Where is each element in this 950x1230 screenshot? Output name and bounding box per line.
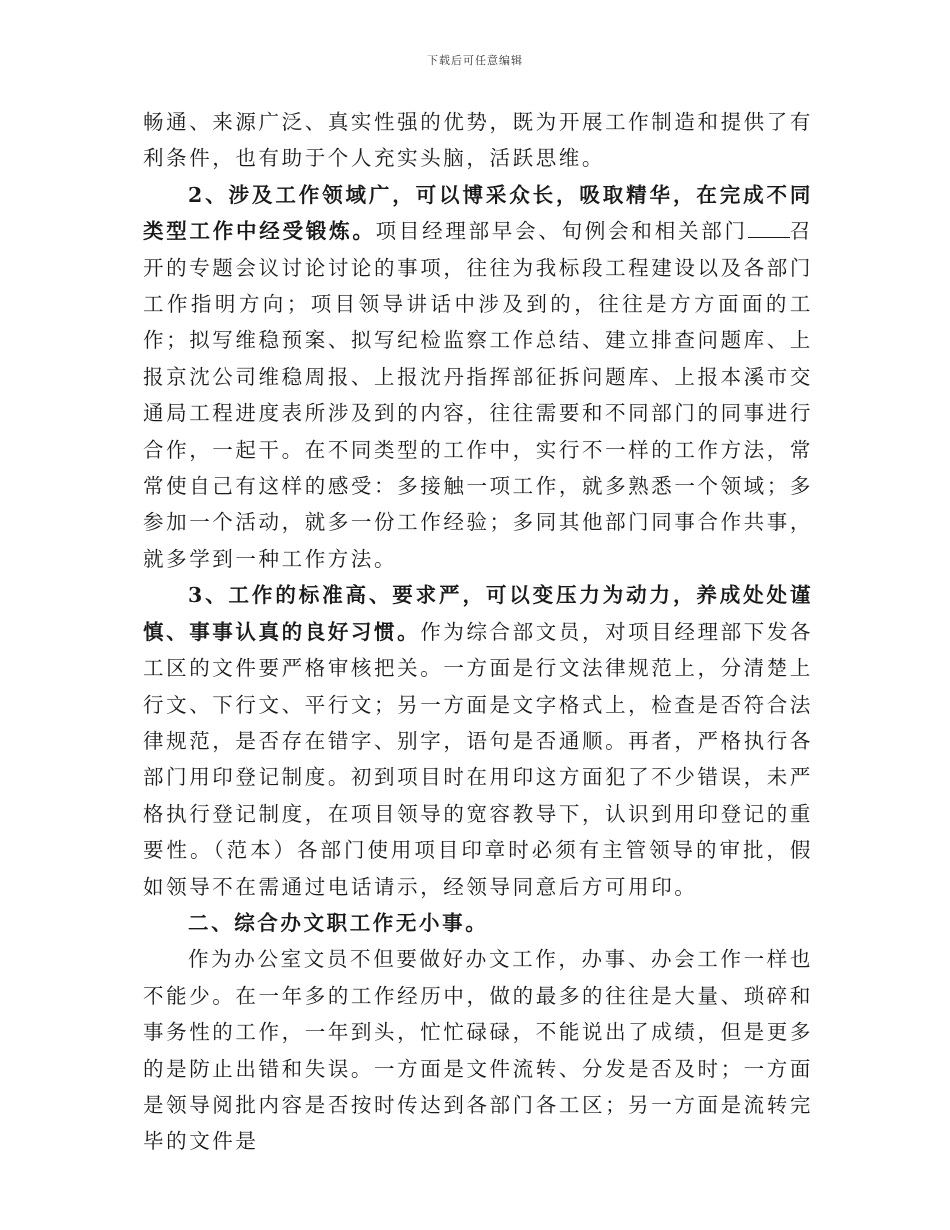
paragraph-2-text-a: 项目经理部早会、旬例会和相关部门 [375, 219, 748, 244]
paragraph-3-text: 作为综合部文员，对项目经理部下发各工区的文件要严格审核把关。一方面是行文法律规范上，分清楚上行文、下行文、平行文；另一方面是文字格式上，检查是否符合法律规范，是否存在错字、别字，语句是否通顺。再者，严格执行各部门用印登记制度。初到项目时在用印这方面犯了不少错误，未严格执行登记制度，在项目领导的宽容教导下，认识到用印登记的重要性。（范本）各部门使用项目印章时必须有主管领导的审批，假如领导不在需通过电话请示，经领导同意后方可用印。 [143, 619, 814, 899]
section-2-heading: 二、综合办文职工作无小事。 [188, 910, 489, 935]
paragraph-2-heading: 2、涉及工作领域广，可以博采众长，吸取精华，在完成不同类型工作中经受锻炼。 [143, 182, 813, 244]
fill-in-blank [748, 217, 790, 238]
paragraph-3-heading: 3、工作的标准高、要求严，可以变压力为动力，养成处处谨慎、事事认真的良好习惯。 [143, 583, 813, 644]
paragraph-3 [143, 577, 813, 905]
paragraph-2-text-b: 召开的专题会议讨论讨论的事项，往往为我标段工程建设以及各部门工作指明方向；项目领导讲话中涉及到的，往往是方方面面的工作；拟写维稳预案、拟写纪检监察工作总结、建立排查问题库、上报京沈公司维稳周报、上报沈丹指挥部征拆问题库、上报本溪市交通局工程进度表所涉及到的内容，往往需要和不同部门的同事进行合作，一起干。在不同类型的工作中，实行不一样的工作方法，常常使自己有这样的感受：多接触一项工作，就多熟悉一个领域；多参加一个活动，就多一份工作经验；多同其他部门同事合作共事，就多学到一种工作方法。 [143, 219, 813, 571]
page-header: 下载后可任意编辑 [427, 54, 523, 67]
paragraph-2 [143, 177, 813, 577]
paragraph-4: 作为办公室文员不但要做好办文工作，办事、办会工作一样也不能少。在一年多的工作经历中，做的最多的往往是大量、琐碎和事务性的工作，一年到头，忙忙碌碌，不能说出了成绩，但是更多的是防止出错和失误。一方面是文件流转、分发是否及时；一方面是领导阅批内容是否按时传达到各部门各工区；另一方面是流转完毕的文件是 [143, 947, 813, 1154]
document-body [143, 104, 813, 1160]
paragraph-1: 畅通、来源广泛、真实性强的优势，既为开展工作制造和提供了有利条件，也有助于个人充实头脑，活跃思维。 [143, 110, 813, 171]
